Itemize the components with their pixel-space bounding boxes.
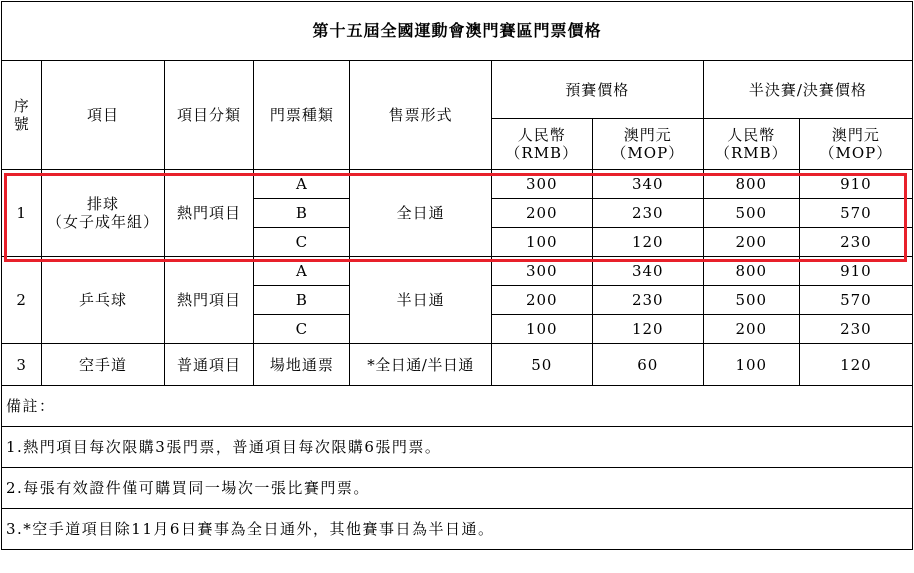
prelim-rmb: 300 [491, 257, 592, 286]
ticket-type: B [254, 199, 350, 228]
item-name-line1: 排球 [86, 195, 119, 213]
prelim-mop: 120 [592, 315, 703, 344]
currency-code: （RMB） [505, 144, 579, 162]
header-seq [2, 61, 42, 170]
item-name-line2: （女子成年組） [46, 213, 159, 231]
prelim-rmb: 200 [491, 199, 592, 228]
header-category: 項目分類 [164, 61, 254, 170]
final-mop: 230 [799, 315, 912, 344]
item-name [42, 170, 164, 257]
table-row [2, 170, 913, 199]
header-item: 項目 [42, 61, 164, 170]
sale-form: *全日通/半日通 [350, 344, 491, 386]
prelim-mop: 120 [592, 228, 703, 257]
header-ticket-type: 門票種類 [254, 61, 350, 170]
final-mop: 120 [799, 344, 912, 386]
note-item: 3.*空手道項目除11月6日賽事為全日通外，其他賽事日為半日通。 [2, 509, 913, 550]
table-row [2, 344, 913, 386]
header-sale-form: 售票形式 [350, 61, 491, 170]
prelim-mop: 230 [592, 199, 703, 228]
final-rmb: 100 [703, 344, 799, 386]
note-item: 1.熱門項目每次限購3張門票，普通項目每次限購6張門票。 [2, 427, 913, 468]
row-number: 1 [2, 170, 42, 257]
sale-form: 半日通 [350, 257, 491, 344]
prelim-rmb: 200 [491, 286, 592, 315]
sale-form: 全日通 [350, 170, 491, 257]
item-category: 熱門項目 [164, 170, 254, 257]
final-rmb: 800 [703, 257, 799, 286]
final-rmb: 800 [703, 170, 799, 199]
ticket-type: C [254, 228, 350, 257]
final-rmb: 200 [703, 228, 799, 257]
item-category: 熱門項目 [164, 257, 254, 344]
final-mop: 230 [799, 228, 912, 257]
ticket-type: C [254, 315, 350, 344]
final-mop: 910 [799, 257, 912, 286]
row-number: 2 [2, 257, 42, 344]
table-row [2, 257, 913, 286]
ticket-type: B [254, 286, 350, 315]
prelim-rmb: 50 [491, 344, 592, 386]
final-rmb: 500 [703, 286, 799, 315]
prelim-mop: 60 [592, 344, 703, 386]
note-item: 2.每張有效證件僅可購買同一場次一張比賽門票。 [2, 468, 913, 509]
header-prelim-price: 預賽價格 [491, 61, 703, 119]
currency-code: （MOP） [611, 144, 685, 162]
final-mop: 910 [799, 170, 912, 199]
header-prelim-mop [592, 119, 703, 170]
row-number: 3 [2, 344, 42, 386]
header-final-price: 半決賽/決賽價格 [703, 61, 912, 119]
currency-label: 澳門元 [831, 126, 880, 144]
currency-label: 人民幣 [517, 126, 566, 144]
currency-label: 人民幣 [727, 126, 776, 144]
note-row [2, 427, 913, 468]
prelim-mop: 340 [592, 257, 703, 286]
ticket-type: A [254, 170, 350, 199]
ticket-type: A [254, 257, 350, 286]
currency-label: 澳門元 [623, 126, 672, 144]
prelim-mop: 230 [592, 286, 703, 315]
header-final-mop [799, 119, 912, 170]
item-name: 空手道 [42, 344, 164, 386]
ticket-type: 場地通票 [254, 344, 350, 386]
note-row [2, 509, 913, 550]
final-mop: 570 [799, 286, 912, 315]
ticket-price-table [1, 1, 913, 550]
prelim-mop: 340 [592, 170, 703, 199]
header-seq-line1: 序 [13, 97, 30, 115]
currency-code: （MOP） [819, 144, 893, 162]
notes-heading-row [2, 386, 913, 427]
prelim-rmb: 100 [491, 228, 592, 257]
item-category: 普通項目 [164, 344, 254, 386]
notes-heading: 備註： [2, 386, 913, 427]
final-mop: 570 [799, 199, 912, 228]
note-row [2, 468, 913, 509]
prelim-rmb: 100 [491, 315, 592, 344]
final-rmb: 500 [703, 199, 799, 228]
prelim-rmb: 300 [491, 170, 592, 199]
item-name: 乒乓球 [42, 257, 164, 344]
currency-code: （RMB） [714, 144, 788, 162]
page-title: 第十五屆全國運動會澳門賽區門票價格 [2, 2, 913, 61]
final-rmb: 200 [703, 315, 799, 344]
header-prelim-rmb [491, 119, 592, 170]
header-final-rmb [703, 119, 799, 170]
header-seq-line2: 號 [13, 115, 30, 133]
